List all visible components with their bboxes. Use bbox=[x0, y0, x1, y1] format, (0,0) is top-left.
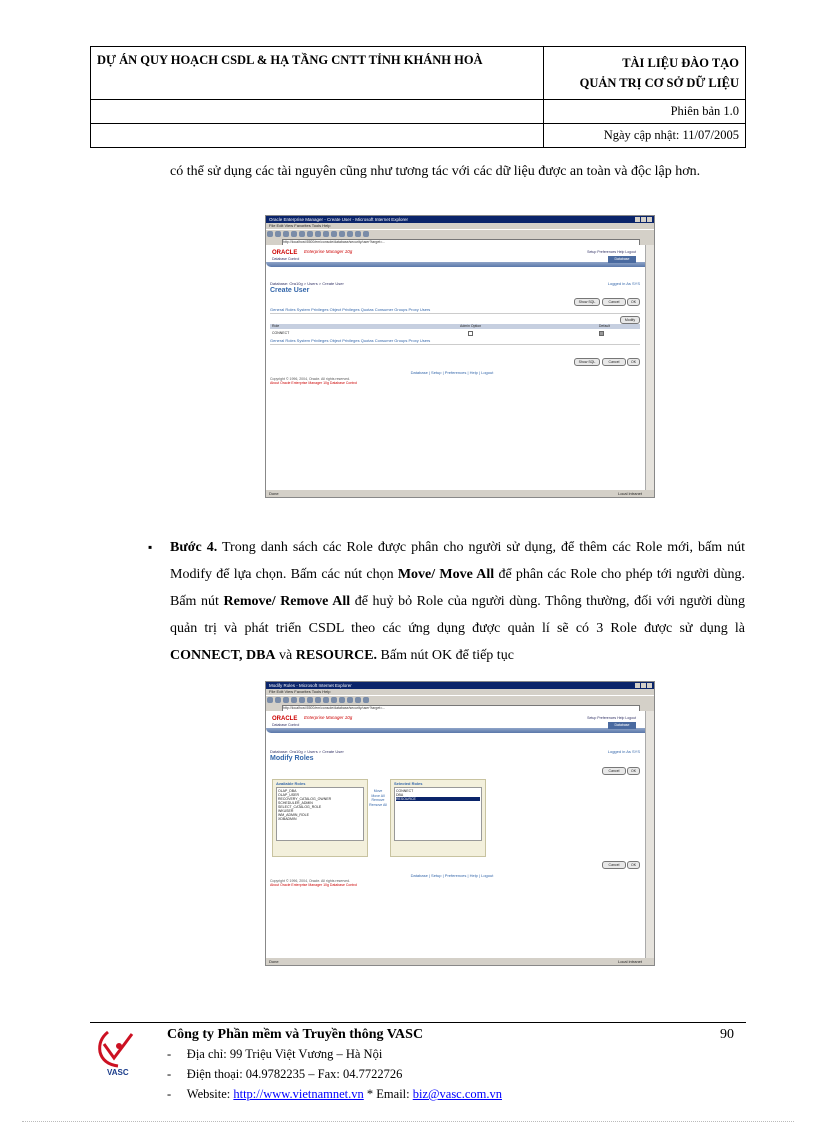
step4-paragraph bbox=[170, 534, 745, 669]
ok-button: OK bbox=[627, 767, 640, 775]
database-tab: Database bbox=[608, 256, 636, 263]
list-item: OLAP_USER bbox=[278, 793, 300, 797]
admin-checkbox bbox=[468, 331, 473, 336]
default-column: Default bbox=[598, 324, 610, 328]
website-label: Website: bbox=[186, 1087, 234, 1101]
oracle-logo: ORACLE bbox=[272, 250, 298, 256]
scrollbar bbox=[645, 711, 654, 958]
status-left: Done bbox=[269, 959, 279, 964]
show-sql-button: Show SQL bbox=[574, 298, 600, 306]
move-all-button: Move All bbox=[371, 793, 385, 798]
list-item-selected: RESOURCE bbox=[396, 797, 480, 801]
step4-text: để phân các Role cho phép tới người dùng. Bấm nút bbox=[170, 567, 745, 609]
cancel-button-bottom: Cancel bbox=[602, 861, 626, 869]
step4-text: để huỷ bỏ Role của người dùng. Thông thường, đối với người dùng quản trị và phát triển CSDL theo các ứng dụng được quản lí sẽ có 3 Role được sử dụng là bbox=[170, 594, 745, 636]
list-dash: - bbox=[167, 1047, 172, 1061]
window-controls bbox=[635, 683, 652, 688]
list-item: SELECT_CATALOG_ROLE bbox=[278, 805, 322, 809]
bullet-icon: ▪ bbox=[148, 540, 153, 554]
list-item: WKUSER bbox=[278, 809, 294, 813]
vasc-logo bbox=[94, 1026, 146, 1076]
remove-all-button: Remove All bbox=[369, 802, 387, 807]
footer-web bbox=[167, 1087, 502, 1102]
window-title: Modify Roles - Microsoft Internet Explorer bbox=[266, 682, 654, 689]
list-item: DBA bbox=[396, 793, 404, 797]
step4-text: và bbox=[275, 648, 296, 663]
logged-in-label: Logged in As SYS bbox=[607, 749, 640, 754]
footer-address bbox=[167, 1047, 382, 1062]
footer-phone bbox=[167, 1067, 402, 1082]
list-dash: - bbox=[167, 1087, 172, 1101]
breadcrumb: Database: Ora10g > Users > Create User bbox=[270, 749, 344, 754]
tab-strip-bottom: General Roles System Privileges Object Privileges Quotas Consumer Groups Proxy Users bbox=[270, 338, 640, 345]
step4-text: Trong danh sách các Role được phân cho người sử dụng, để thêm các Role mới, bấm nút Modify để lựa chọn. Bấm các nút chọn bbox=[170, 540, 745, 582]
cancel-button: Cancel bbox=[602, 767, 626, 775]
step4-bold: Move/ Move All bbox=[397, 567, 495, 582]
screenshot-modify-roles bbox=[265, 681, 655, 966]
footer-links: Database | Setup | Preferences | Help | Logout bbox=[410, 873, 494, 878]
page-content bbox=[266, 245, 646, 490]
list-dash: - bbox=[167, 1067, 172, 1081]
step4-lead: Bước 4. bbox=[170, 540, 218, 555]
cancel-button-bottom: Cancel bbox=[602, 358, 626, 366]
roles-table-header bbox=[270, 324, 640, 329]
address-field: http://localhost:5500/em/console/database/security/user?target=... bbox=[282, 239, 640, 246]
list-item: XDBADMIN bbox=[278, 817, 297, 821]
phone-text: Điện thoại: 04.9782235 – Fax: 04.7722726 bbox=[186, 1067, 403, 1081]
remove-button: Remove bbox=[371, 798, 385, 802]
address-bar bbox=[266, 704, 654, 711]
ok-button-bottom: OK bbox=[627, 358, 640, 366]
page-title: Create User bbox=[270, 287, 310, 294]
page-title: Modify Roles bbox=[270, 755, 314, 762]
step4-bold: CONNECT, DBA bbox=[170, 648, 276, 663]
available-roles-label: Available Roles bbox=[276, 781, 306, 786]
footer-links: Database | Setup | Preferences | Help | Logout bbox=[410, 370, 494, 375]
logged-in-label: Logged in As SYS bbox=[607, 281, 640, 286]
status-left: Done bbox=[269, 491, 279, 496]
default-checkbox bbox=[599, 331, 604, 336]
product-subname: Database Control bbox=[272, 723, 300, 727]
tab-strip: General Roles System Privileges Object Privileges Quotas Consumer Groups Proxy Users bbox=[270, 307, 640, 314]
move-buttons bbox=[368, 789, 388, 807]
email-link[interactable]: biz@vasc.com.vn bbox=[412, 1087, 502, 1101]
document-title bbox=[544, 47, 746, 100]
update-date: Ngày cập nhật: 11/07/2005 bbox=[544, 124, 746, 148]
scrollbar bbox=[645, 245, 654, 490]
page-number: 90 bbox=[720, 1027, 734, 1042]
role-column: Role bbox=[272, 324, 280, 328]
status-bar bbox=[266, 490, 654, 497]
product-subname: Database Control bbox=[272, 257, 300, 261]
list-item: RECOVERY_CATALOG_OWNER bbox=[278, 797, 332, 801]
breadcrumb: Database: Ora10g > Users > Create User bbox=[270, 281, 344, 286]
header-table bbox=[90, 46, 746, 148]
email-label: * Email: bbox=[363, 1087, 413, 1101]
top-links: Setup Preferences Help Logout bbox=[587, 716, 636, 720]
show-sql-button-bottom: Show SQL bbox=[574, 358, 600, 366]
document-title-line1: TÀI LIỆU ĐÀO TẠO bbox=[622, 56, 739, 70]
header-empty-cell bbox=[91, 100, 544, 124]
step4-text: Bấm nút OK để tiếp tục bbox=[377, 648, 514, 663]
selected-roles-label: Selected Roles bbox=[394, 781, 423, 786]
about-link: About Oracle Enterprise Manager 10g Database Control bbox=[270, 381, 358, 385]
intro-paragraph: có thể sử dụng các tài nguyên cũng như tương tác với các dữ liệu được an toàn và độc lập hơn. bbox=[170, 164, 701, 179]
window-controls bbox=[635, 217, 652, 222]
page-content bbox=[266, 711, 646, 958]
about-link: About Oracle Enterprise Manager 10g Database Control bbox=[270, 883, 358, 887]
header-swoosh bbox=[266, 262, 646, 267]
top-links: Setup Preferences Help Logout bbox=[587, 250, 636, 254]
step4-bold: RESOURCE. bbox=[295, 648, 378, 663]
role-row: CONNECT bbox=[272, 331, 290, 335]
svg-text:VASC: VASC bbox=[107, 1068, 129, 1076]
selected-roles-list bbox=[394, 787, 482, 841]
database-tab: Database bbox=[608, 722, 636, 729]
available-roles-list bbox=[276, 787, 364, 841]
modify-button: Modify bbox=[620, 316, 640, 324]
step4-bold: Remove/ Remove All bbox=[223, 594, 351, 609]
project-name: DỰ ÁN QUY HOẠCH CSDL & HẠ TẦNG CNTT TỈNH KHÁNH HOÀ bbox=[91, 47, 544, 100]
version-label: Phiên bản 1.0 bbox=[544, 100, 746, 124]
list-item: CONNECT bbox=[396, 789, 414, 793]
header-swoosh bbox=[266, 728, 646, 733]
list-item: OLAP_DBA bbox=[278, 789, 297, 793]
oracle-logo: ORACLE bbox=[272, 716, 298, 722]
company-name: Công ty Phần mềm và Truyền thông VASC bbox=[167, 1027, 424, 1042]
product-name: Enterprise Manager 10g bbox=[304, 249, 353, 254]
ok-button-bottom: OK bbox=[627, 861, 640, 869]
page-edge-line bbox=[22, 1121, 794, 1122]
address-bar bbox=[266, 238, 654, 245]
website-link[interactable]: http://www.vietnamnet.vn bbox=[233, 1087, 364, 1101]
cancel-button: Cancel bbox=[602, 298, 626, 306]
address-field: http://localhost:5500/em/console/database/security/user?target=... bbox=[282, 705, 640, 712]
status-bar bbox=[266, 958, 654, 965]
status-right: Local intranet bbox=[617, 491, 642, 496]
admin-option-column: Admin Option bbox=[460, 324, 482, 328]
copyright: Copyright © 1996, 2004, Oracle. All rights reserved. bbox=[270, 879, 351, 883]
document-title-line2: QUẢN TRỊ CƠ SỞ DỮ LIỆU bbox=[579, 76, 739, 90]
product-name: Enterprise Manager 10g bbox=[304, 715, 353, 720]
address-text: Địa chỉ: 99 Triệu Việt Vương – Hà Nội bbox=[186, 1047, 383, 1061]
list-item: SCHEDULER_ADMIN bbox=[278, 801, 313, 805]
ok-button: OK bbox=[627, 298, 640, 306]
menu-bar: File Edit View Favorites Tools Help bbox=[266, 223, 654, 229]
window-title: Oracle Enterprise Manager - Create User - Microsoft Internet Explorer bbox=[266, 216, 654, 223]
footer-divider bbox=[90, 1022, 746, 1023]
status-right: Local intranet bbox=[617, 959, 642, 964]
menu-bar: File Edit View Favorites Tools Help bbox=[266, 689, 654, 695]
header-empty-cell bbox=[91, 124, 544, 148]
copyright: Copyright © 1996, 2004, Oracle. All rights reserved. bbox=[270, 377, 351, 381]
screenshot-create-user bbox=[265, 215, 655, 498]
move-button: Move bbox=[373, 789, 383, 793]
list-item: WM_ADMIN_ROLE bbox=[278, 813, 309, 817]
